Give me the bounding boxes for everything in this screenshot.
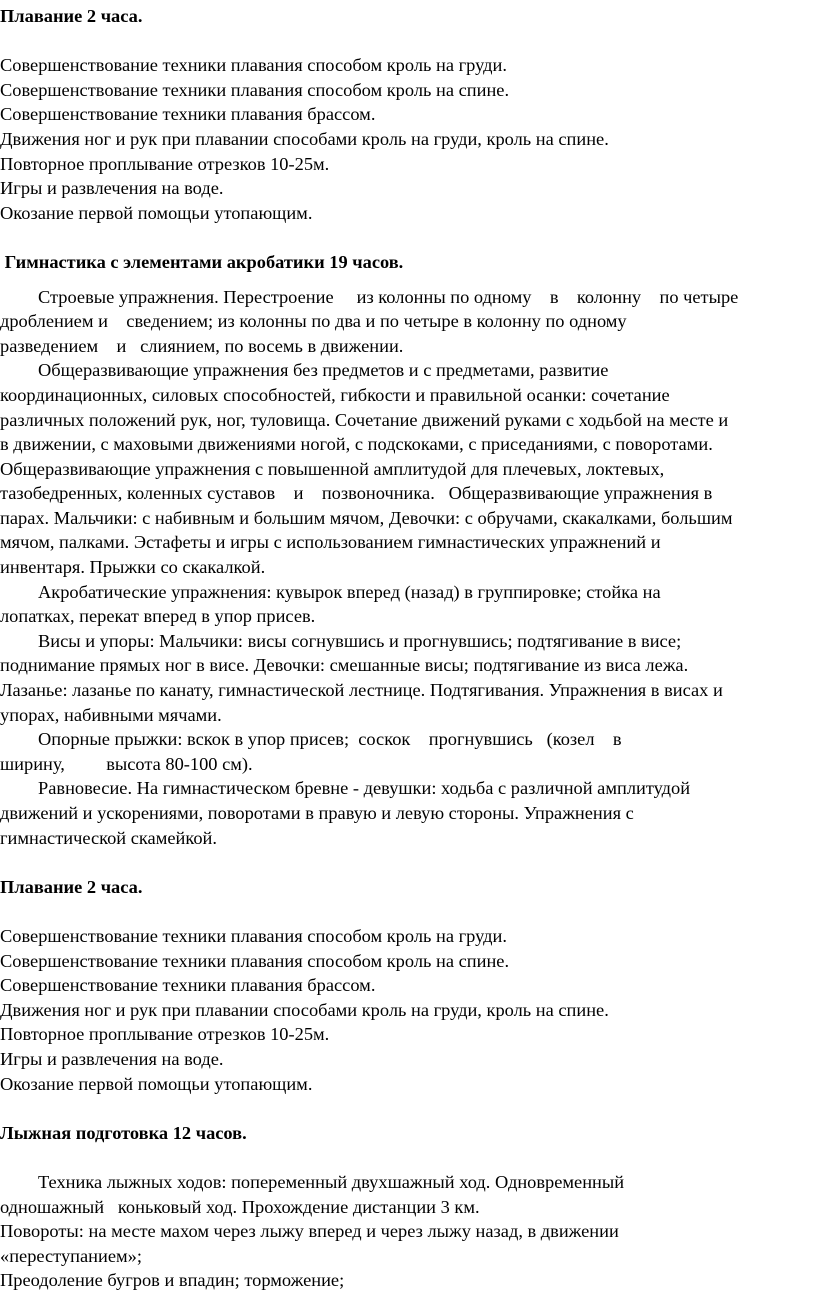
text-line: движений и ускорениями, поворотами в правую и левую стороны. Упражнения с	[0, 803, 634, 823]
spacer	[0, 275, 816, 285]
section-skiing	[0, 1121, 816, 1293]
spacer	[0, 225, 816, 250]
spacer	[0, 29, 816, 54]
section-swimming-2	[0, 875, 816, 1096]
text-line: Повороты: на месте махом через лыжу вперед и через лыжу назад, в движении	[0, 1221, 619, 1242]
text-line: дроблением и сведением; из колонны по два и по четыре в колонну по одному	[0, 311, 627, 332]
section-heading: Гимнастика с элементами акробатики 19 часов.	[0, 251, 404, 272]
text-line: гимнастической скамейкой.	[0, 827, 217, 848]
text-line: «переступанием»;	[0, 1245, 142, 1266]
text-line: Лазанье: лазанье по канату, гимнастической лестнице. Подтягивания. Упражнения в висах и	[0, 680, 723, 701]
section-heading: Плавание 2 часа.	[0, 876, 143, 897]
spacer	[0, 1096, 816, 1121]
spacer	[0, 1145, 816, 1170]
text-line: Висы и упоры: Мальчики: висы согнувшись и прогнувшись; подтягивание в висе;	[38, 630, 682, 651]
text-line: разведением и слиянием, по восемь в движении.	[0, 335, 404, 356]
section-heading: Плавание 2 часа.	[0, 6, 143, 26]
spacer	[0, 899, 816, 924]
text-line: Повторное проплывание отрезков 10-25м.	[0, 1024, 330, 1045]
text-line: Движения ног и рук при плавании способами кроль на груди, кроль на спине.	[0, 999, 609, 1020]
text-line: Преодоление бугров и впадин; торможение;	[0, 1270, 345, 1291]
text-line: поднимание прямых ног в висе. Девочки: смешанные висы; подтягивание из виса лежа.	[0, 655, 689, 676]
text-line: Движения ног и рук при плавании способами кроль на груди, кроль на спине.	[0, 128, 609, 149]
text-line: Акробатические упражнения: кувырок вперед (назад) в группировке; стойка на	[38, 581, 661, 602]
text-line: ширину, высота 80-100 см).	[0, 753, 253, 774]
text-line: упорах, набивными мячами.	[0, 704, 222, 725]
text-line: Техника лыжных ходов: попеременный двухшажный ход. Одновременный	[38, 1171, 625, 1192]
text-line: Совершенствование техники плавания способом кроль на груди.	[0, 925, 507, 946]
text-line: мячом, палками. Эстафеты и игры с использованием гимнастических упражнений и	[0, 532, 661, 553]
text-line: координационных, силовых способностей, гибкости и правильной осанки: сочетание	[0, 384, 670, 405]
text-line: лопатках, перекат вперед в упор присев.	[0, 606, 316, 627]
text-line: Совершенствование техники плавания брассом.	[0, 104, 376, 125]
text-line: Повторное проплывание отрезков 10-25м.	[0, 153, 330, 174]
text-line: Совершенствование техники плавания способом кроль на спине.	[0, 950, 510, 971]
text-line: в движении, с маховыми движениями ногой, с подскоками, с приседаниями, с поворотами.	[0, 434, 713, 455]
text-line: Совершенствование техники плавания способом кроль на груди.	[0, 55, 507, 76]
text-line: Опорные прыжки: вскок в упор присев; соскок прогнувшись (козел в	[38, 729, 622, 750]
text-line: одношажный коньковый ход. Прохождение дистанции 3 км.	[0, 1196, 480, 1217]
text-line: Строевые упражнения. Перестроение из колонны по одному в колонну по четыре	[38, 286, 739, 307]
text-line: Игры и развлечения на воде.	[0, 178, 224, 199]
text-line: Общеразвивающие упражнения без предметов и с предметами, развитие	[38, 360, 609, 381]
section-gymnastics	[0, 250, 816, 850]
text-line: тазобедренных, коленных суставов и позвоночника. Общеразвивающие упражнения в	[0, 483, 713, 504]
text-line: Совершенствование техники плавания брассом.	[0, 975, 376, 996]
text-line: Общеразвивающие упражнения с повышенной амплитудой для плечевых, локтевых,	[0, 458, 665, 479]
text-line: парах. Мальчики: с набивным и большим мячом, Девочки: с обручами, скакалками, большим	[0, 507, 733, 528]
section-heading: Лыжная подготовка 12 часов.	[0, 1122, 247, 1143]
spacer	[0, 850, 816, 875]
text-line: Равновесие. На гимнастическом бревне - девушки: ходьба с различной амплитудой	[38, 778, 691, 799]
text-line: инвентаря. Прыжки со скакалкой.	[0, 557, 266, 578]
text-line: Окозание первой помощьи утопающим.	[0, 202, 313, 223]
text-line: Окозание первой помощьи утопающим.	[0, 1073, 313, 1094]
text-line: различных положений рук, ног, туловища. Сочетание движений руками с ходьбой на месте и	[0, 409, 729, 430]
section-swimming-1	[0, 4, 816, 225]
text-line: Совершенствование техники плавания способом кроль на спине.	[0, 79, 510, 100]
text-line: Игры и развлечения на воде.	[0, 1048, 224, 1069]
